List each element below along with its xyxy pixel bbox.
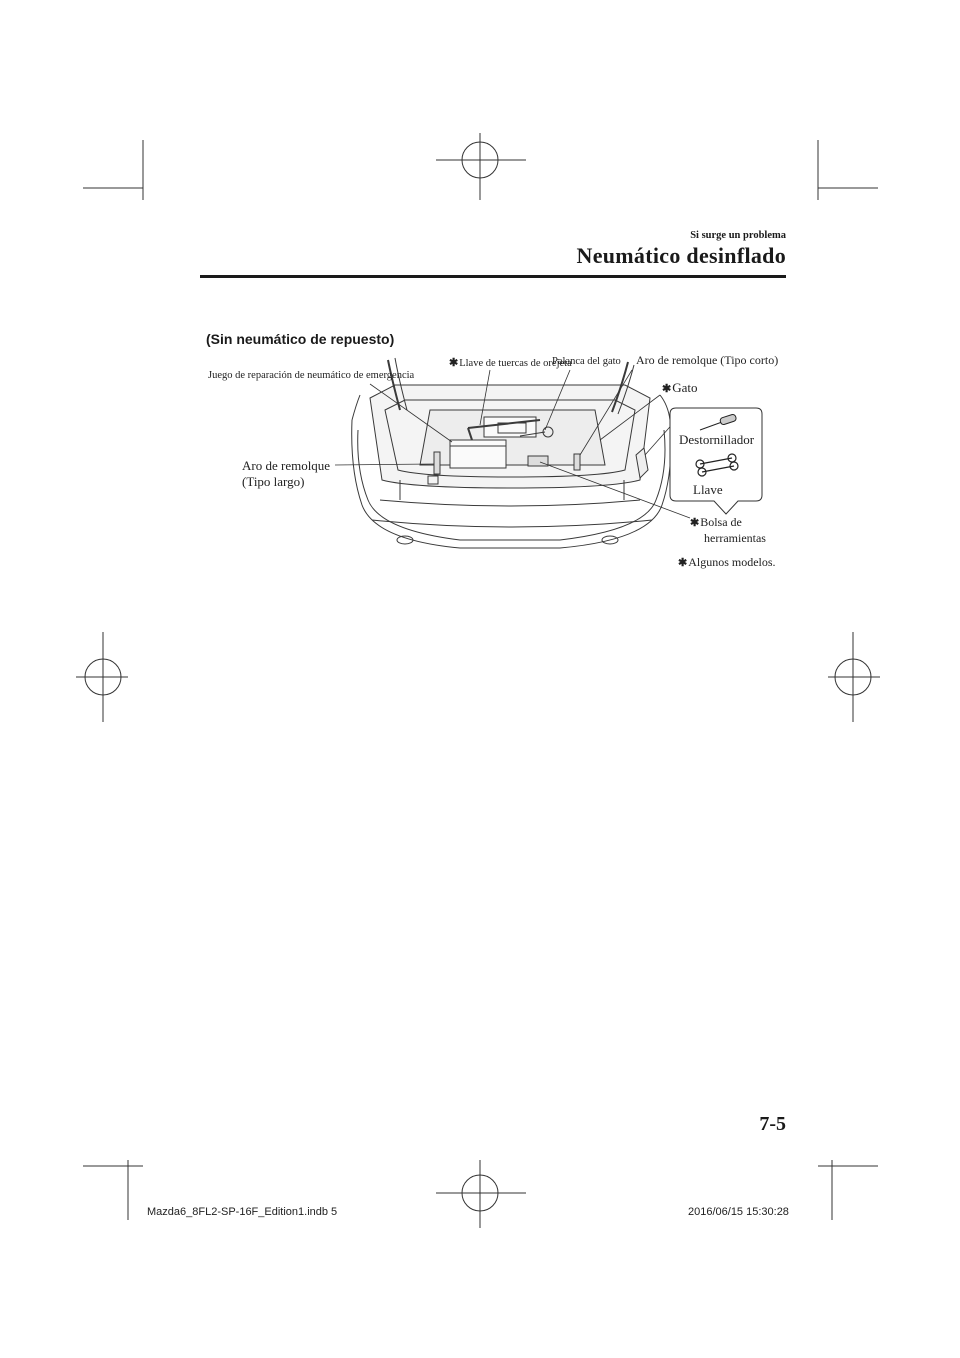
label-lug-wrench: ✱Llave de tuercas de orejeta [449, 357, 572, 369]
asterisk-icon: ✱ [449, 357, 459, 369]
page-title: Neumático desinflado [576, 243, 786, 268]
label-jack: ✱Gato [662, 380, 698, 395]
label-emergency-kit: Juego de reparación de neumático de emergencia [208, 370, 415, 381]
asterisk-icon: ✱ [690, 517, 700, 529]
label-some-models: ✱Algunos modelos. [678, 555, 776, 569]
label-tow-hook-short: Aro de remolque (Tipo corto) [636, 353, 779, 367]
label-wrench: Llave [693, 482, 723, 497]
label-tool-bag-line2: herramientas [704, 531, 766, 545]
label-tow-hook-long-line1: Aro de remolque [242, 458, 331, 473]
label-screwdriver: Destornillador [679, 432, 755, 447]
label-tool-bag-line1: ✱Bolsa de [690, 515, 742, 529]
asterisk-icon: ✱ [662, 383, 672, 395]
asterisk-icon: ✱ [678, 557, 688, 569]
label-tow-hook-long-line2: (Tipo largo) [242, 474, 305, 489]
page-number: 7-5 [759, 1113, 786, 1135]
footer-timestamp: 2016/06/15 15:30:28 [688, 1206, 789, 1218]
label-jack-lever: Palanca del gato [552, 356, 621, 367]
section-label: Si surge un problema [690, 230, 786, 241]
subheading: (Sin neumático de repuesto) [206, 331, 395, 347]
footer-file: Mazda6_8FL2-SP-16F_Edition1.indb 5 [147, 1206, 338, 1218]
